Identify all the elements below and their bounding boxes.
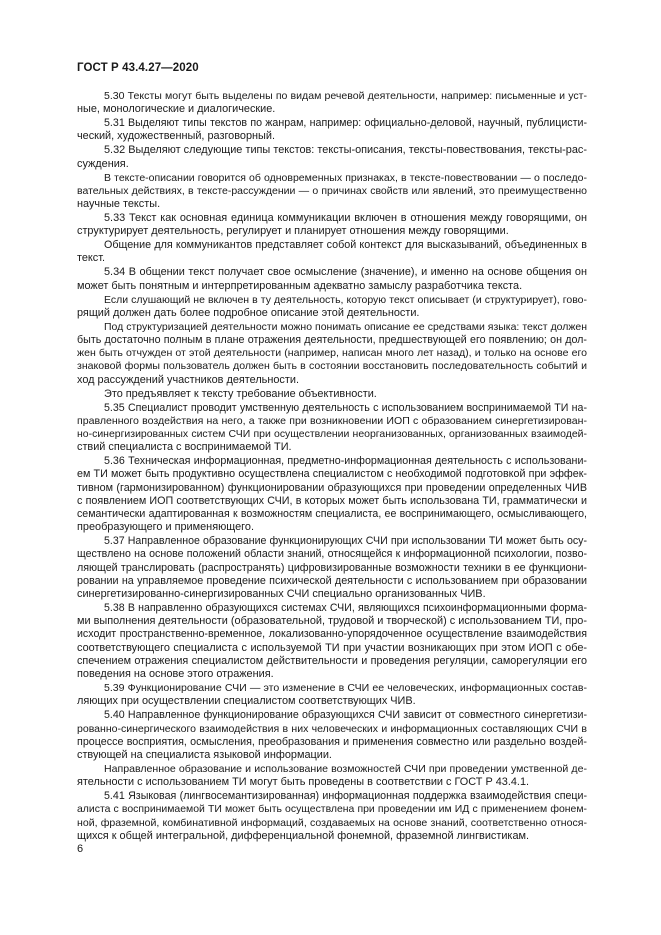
text-line: 5.37 Направленное образование функционирующих СЧИ при использовании ТИ может быть осу- <box>104 535 587 548</box>
text-line: Общение для коммуникантов представляет собой контекст для высказываний, объединенных в <box>104 239 587 252</box>
text-line: 5.31 Выделяют типы текстов по жанрам, например: официально-деловой, научный, публицисти- <box>104 117 587 130</box>
paragraph <box>77 172 587 212</box>
paragraph <box>77 790 587 843</box>
paragraph <box>77 602 587 681</box>
text-line: ляющих при осуществлении специалистом соответствующих ЧИВ. <box>77 695 416 708</box>
text-line: исходит пространственно-временное, локализованно-упорядоченное осуществление взаимодействия <box>77 628 587 641</box>
text-line: ческий, художественный, разговорный. <box>77 130 275 143</box>
paragraph <box>77 144 587 170</box>
text-line: 5.33 Текст как основная единица коммуникации включен в отношения между говорящими, он <box>104 212 587 225</box>
text-line: ем ТИ может быть продуктивно осуществлена специалистом с необходимой подготовкой при эффек- <box>77 468 587 481</box>
text-line: ятельности с использованием ТИ могут быть проведены в соответствии с ГОСТ Р 43.4.1. <box>77 776 530 789</box>
text-line: соответствующего специалиста с используемой ТИ при участии возникающих при этом ИОП с обе- <box>77 641 587 654</box>
text-line: ществлено на основе положений области знаний, относящейся к информационной психологии, позво- <box>77 548 587 561</box>
text-line: поведения на основе этого отражения. <box>77 668 274 681</box>
text-line: может быть понятным и интерпретированным адекватно замыслу разработчика текста. <box>77 279 523 292</box>
paragraph <box>77 682 587 708</box>
text-line: ход рассуждений участников деятельности. <box>77 373 299 386</box>
text-line: ровании на управляемое проведение психической деятельности с использованием при образовании <box>77 574 587 587</box>
text-line: процессе восприятия, осмысления, преобразования и применения совместно или раздельно воздей- <box>77 735 587 748</box>
text-line: 5.30 Тексты могут быть выделены по видам речевой деятельности, например: письменные и уст- <box>104 90 587 102</box>
text-line: знаковой формы пользователь должен быть в состоянии восстановить последовательность событий и <box>77 360 587 373</box>
text-line: Под структуризацией деятельности можно понимать описание ее средствами языка: текст должен <box>104 321 587 333</box>
paragraph <box>77 239 587 265</box>
text-line: 5.38 В направленно образующихся системах СЧИ, являющихся психоинформационными форма- <box>104 602 587 615</box>
text-line: ми выполнения деятельности (образовательной, трудовой и творческой) с использованием ТИ, про- <box>77 615 587 628</box>
text-line: щихся к общей интегральной, дифференциальной фонемной, фраземной лингвистикам. <box>77 829 530 842</box>
text-line: вательных действиях, в тексте-рассуждении — о причинах свойств или явлений, это преимущественно <box>77 184 587 197</box>
text-line: В тексте-описании говорится об одновременных признаках, в тексте-повествовании — о последо- <box>104 171 587 184</box>
text-line: с появлением ИОП соответствующих СЧИ, в которых может быть использована ТИ, грамматически и <box>77 494 587 507</box>
text-line: 5.36 Техническая информационная, предметно-информационная деятельность с использовани- <box>104 455 587 468</box>
text-line: быть достаточно полным в плане отражения деятельности, предшествующей его появлению; он дол- <box>77 334 587 347</box>
paragraph <box>77 321 587 387</box>
text-line: но-синергизированных систем СЧИ при осуществлении неорганизованных, организованных взаимодей- <box>77 429 587 441</box>
text-line: ствий специалиста с воспринимаемой ТИ. <box>77 441 292 454</box>
text-line: правленного воздействия на него, а также при возникновении ИОП с образованием синергетизирован- <box>77 414 587 427</box>
text-line: синергетизированно-синергизированных СЧИ специально организованных ЧИВ. <box>77 588 486 601</box>
text-line: тивном (гармонизированном) функционировании образующихся при проведении определенных ЧИВ <box>77 481 587 494</box>
text-line: Если слушающий не включен в ту деятельность, которую текст описывает (и структурирует), гово- <box>104 294 587 306</box>
paragraph <box>77 294 587 320</box>
text-line: Это предъявляет к тексту требование объективности. <box>104 387 377 400</box>
paragraph <box>77 402 587 455</box>
text-line: Направленное образование и использование возможностей СЧИ при проведении умственной де- <box>104 762 587 775</box>
text-line: 5.41 Языковая (лингвосемантизированная) информационная поддержка взаимодействия специ- <box>104 790 587 803</box>
paragraph <box>77 709 587 762</box>
text-line: 5.35 Специалист проводит умственную деятельность с использованием воспринимаемой ТИ на- <box>104 401 587 414</box>
paragraph <box>77 763 587 789</box>
text-line: ляющей транслировать (распространять) цифровизированные возможности техники в ее функциони- <box>77 561 587 574</box>
text-line: рящий должен дать более подробное описание этой деятельности. <box>77 306 420 319</box>
text-line: ствующей на специалиста языковой информации. <box>77 748 332 761</box>
text-line: 5.40 Направленное функционирование образующихся СЧИ зависит от совместного синергетизи- <box>104 709 587 722</box>
paragraph <box>77 90 587 116</box>
text-line: преобразующего и применяющего. <box>77 521 254 534</box>
text-line: 5.39 Функционирование СЧИ — это изменение в СЧИ ее человеческих, информационных состав- <box>104 682 587 695</box>
text-line: ной, фраземной, комбинативной информаций, создаваемых на основе знаний, соответственно относя- <box>77 816 587 829</box>
document-body <box>77 90 587 844</box>
text-line: структурирует деятельность, регулирует и планирует отношения между говорящими. <box>77 225 509 238</box>
text-line: семантически адаптированная к возможностям специалиста, ее воспринимающего, осмысливающего, <box>77 508 587 521</box>
text-line: 5.32 Выделяют следующие типы текстов: тексты-описания, тексты-повествования, тексты-рас- <box>104 144 587 157</box>
paragraph <box>77 535 587 601</box>
paragraph <box>77 266 587 292</box>
document-header: ГОСТ Р 43.4.27—2020 <box>77 62 199 74</box>
text-line: рованно-синергического взаимодействия в них человеческих и информационных составляющих СЧИ в <box>77 722 587 735</box>
text-line: 5.34 В общении текст получает свое осмысление (значение), и именно на основе общения он <box>104 266 587 279</box>
text-line: спечением отражения специалистом действительности и проведения регуляции, саморегуляции его <box>77 654 587 667</box>
paragraph <box>77 388 587 401</box>
text-line: алиста с воспринимаемой ТИ может быть осуществлена при проведении им ИД с применением фонем- <box>77 804 587 816</box>
text-line: жен быть отчужден от этой деятельности (например, написан много лет назад), и только на основе его <box>77 347 587 360</box>
text-line: суждения. <box>77 157 129 170</box>
page-number: 6 <box>77 843 84 855</box>
paragraph <box>77 117 587 143</box>
text-line: ные, монологические и диалогические. <box>77 103 276 116</box>
text-line: текст. <box>77 252 106 265</box>
paragraph <box>77 212 587 238</box>
text-line: научные тексты. <box>77 198 161 211</box>
paragraph <box>77 455 587 534</box>
